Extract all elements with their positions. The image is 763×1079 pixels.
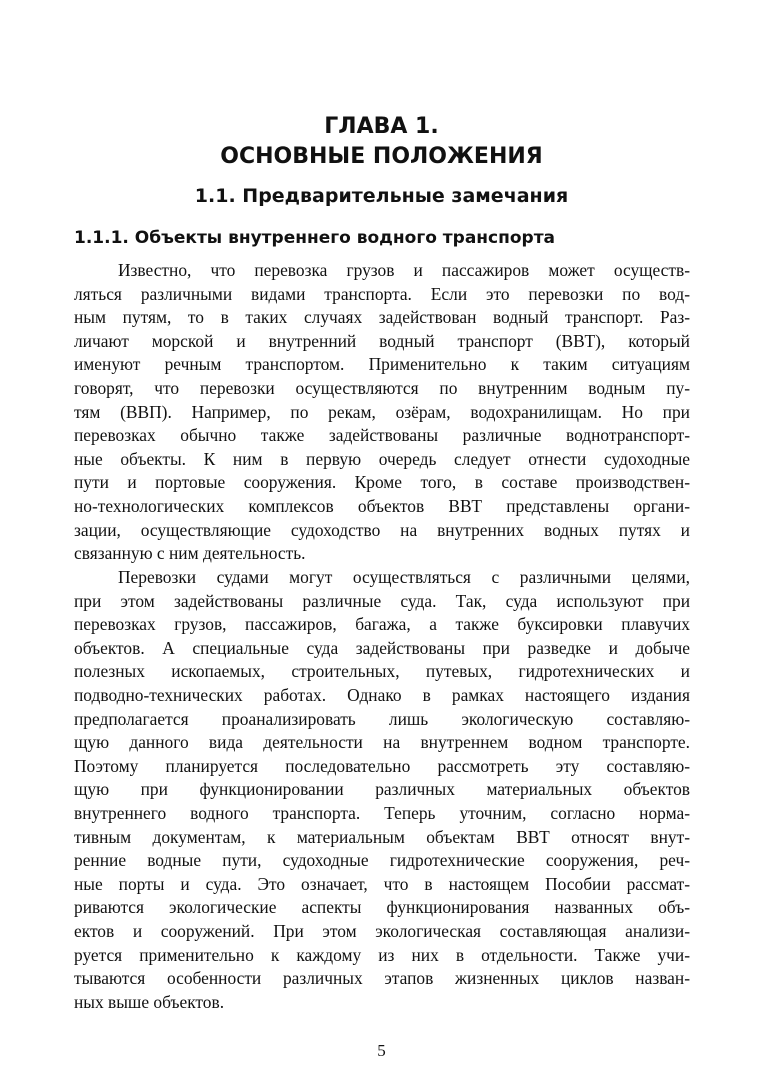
text-line: зации, осуществляющие судоходство на внутренних водных путях и (74, 519, 690, 540)
text-line: связанную с ним деятельность. (74, 543, 306, 564)
text-line: подводно-технических работах. Однако в рамках настоящего издания (74, 684, 690, 705)
text-line: тивным документам, к материальным объектам ВВТ относят внут- (74, 826, 690, 847)
text-line: перевозках обычно также задействованы различные воднотранспорт- (74, 425, 690, 446)
text-line: ные порты и суда. Это означает, что в настоящем Пособии рассмат- (74, 873, 690, 894)
chapter-title (0, 112, 763, 172)
paragraph-2 (74, 566, 690, 1014)
text-line: перевозках грузов, пассажиров, багажа, а также буксировки плавучих (74, 614, 690, 635)
chapter-name: ОСНОВНЫЕ ПОЛОЖЕНИЯ (220, 144, 543, 169)
text-line: тям (ВВП). Например, по рекам, озёрам, водохранилищам. Но при (74, 401, 690, 422)
text-line: но-технологических комплексов объектов ВВТ представлены органи- (74, 495, 690, 516)
text-line: полезных ископаемых, строительных, путевых, гидротехнических и (74, 661, 690, 682)
text-line: тываются особенности различных этапов жизненных циклов назван- (74, 968, 690, 989)
text-line: риваются экологические аспекты функционирования названных объ- (74, 897, 690, 918)
page-number: 5 (377, 1041, 386, 1060)
text-line: именуют речным транспортом. Применительно к таким ситуациям (74, 354, 690, 375)
paragraph-1 (74, 259, 690, 566)
text-line: Поэтому планируется последовательно рассмотреть эту составляю- (74, 755, 690, 776)
text-line: ные объекты. К ним в первую очередь следует отнести судоходные (74, 448, 690, 469)
text-line: объектов. А специальные суда задействованы при разведке и добыче (74, 637, 690, 658)
text-line: личают морской и внутренний водный транспорт (ВВТ), который (74, 330, 690, 351)
text-line: ных выше объектов. (74, 991, 225, 1012)
text-line: при этом задействованы различные суда. Так, суда используют при (74, 590, 690, 611)
text-line: ным путям, то в таких случаях задействован водный транспорт. Раз- (74, 307, 690, 328)
subsection-title: 1.1.1. Объекты внутреннего водного транспорта (74, 228, 556, 248)
text-line: руется применительно к каждому из них в отдельности. Также учи- (74, 944, 690, 965)
text-line: говорят, что перевозки осуществляются по внутренним водным пу- (74, 377, 690, 398)
chapter-number: ГЛАВА 1. (324, 114, 439, 139)
text-line: щую данного вида деятельности на внутреннем водном транспорте. (74, 732, 690, 753)
text-line: ляться различными видами транспорта. Если это перевозки по вод- (74, 283, 690, 304)
text-line: пути и портовые сооружения. Кроме того, в составе производствен- (74, 472, 690, 493)
text-line: ектов и сооружений. При этом экологическая составляющая анализи- (74, 920, 690, 941)
text-line: щую при функционировании различных материальных объектов (74, 779, 690, 800)
text-line: Перевозки судами могут осуществляться с различными целями, (118, 567, 690, 587)
section-title: 1.1. Предварительные замечания (194, 185, 569, 207)
text-line: Известно, что перевозка грузов и пассажиров может осуществ- (118, 260, 690, 280)
text-line: ренние водные пути, судоходные гидротехнические сооружения, реч- (74, 850, 690, 871)
text-line: предполагается проанализировать лишь экологическую составляю- (74, 708, 690, 729)
text-line: внутреннего водного транспорта. Теперь уточним, согласно норма- (74, 802, 690, 823)
